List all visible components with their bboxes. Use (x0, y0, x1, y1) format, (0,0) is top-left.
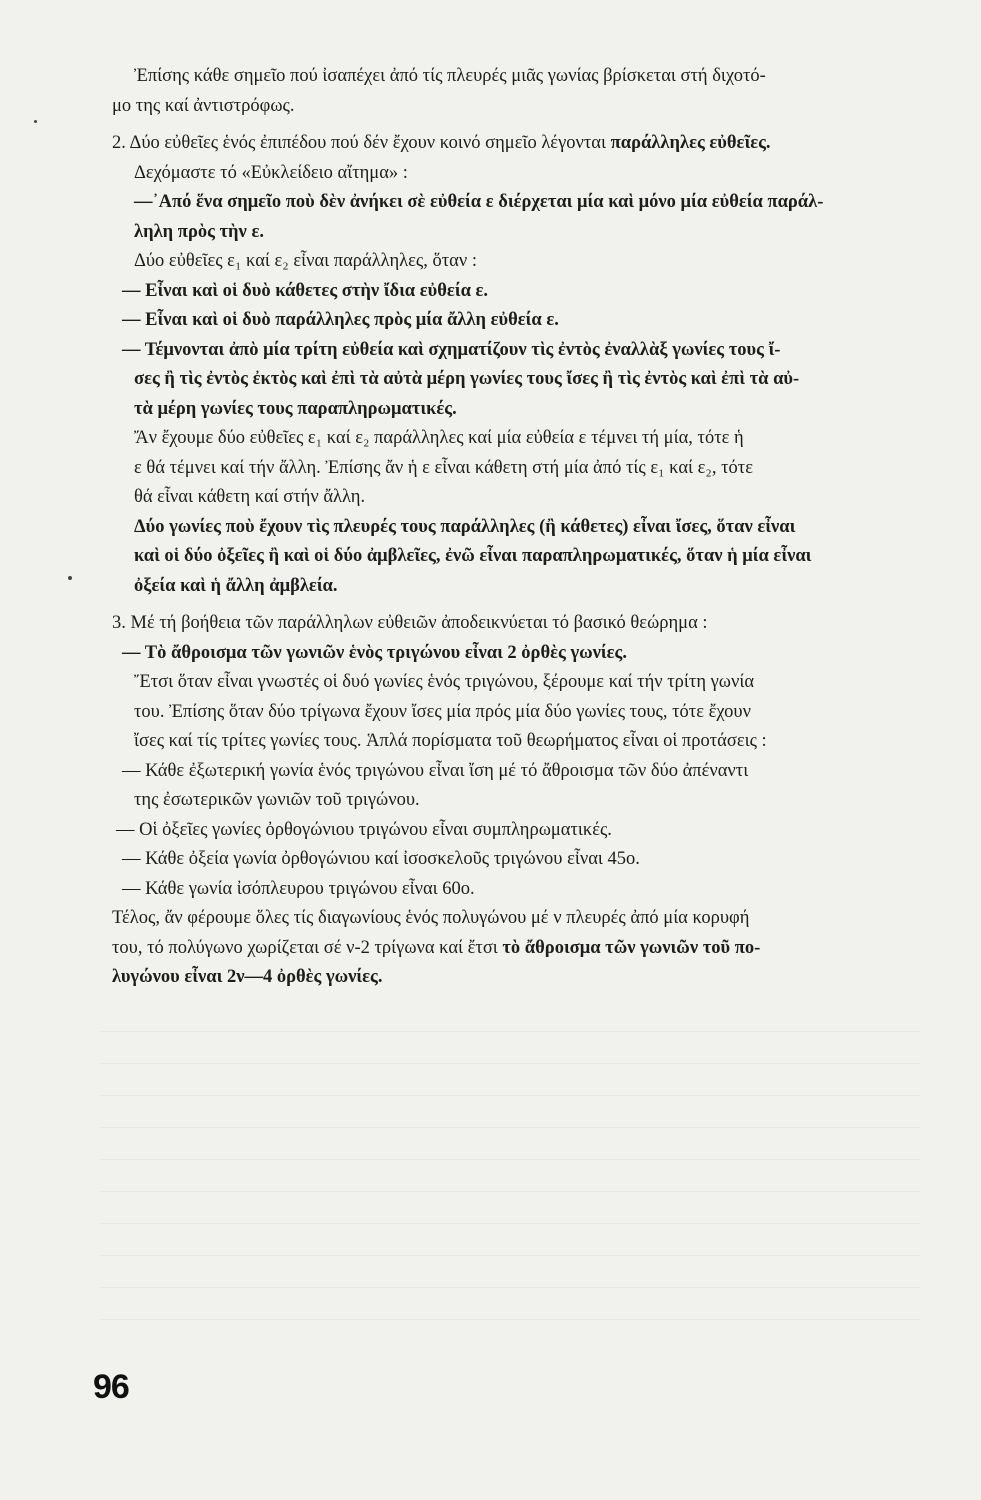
text-line: ἴσες καί τίς τρίτες γωνίες τους. Ἁπλά πορίσματα τοῦ θεωρήματος εἶναι οἱ προτάσεις : (134, 731, 767, 751)
text-line: μο της καί ἀντιστρόφως. (112, 95, 295, 116)
bleed-through-shadow (100, 1000, 920, 1330)
text-line: 2. Δύο εὐθεῖες ἑνός ἐπιπέδου πού δέν ἔχουν κοινό σημεῖο λέγονται παράλληλες εὐθεῖες. (112, 133, 771, 153)
text-line: Ἔτσι ὅταν εἶναι γνωστές οἱ δυό γωνίες ἑνός τριγώνου, ξέρουμε καί τήν τρίτη γωνία (134, 672, 755, 692)
text-line: Δεχόμαστε τό «Εὐκλείδειο αἴτημα» : (134, 162, 408, 183)
text-line: ληλη πρὸς τὴν ε. (134, 221, 264, 242)
text-line: — Κάθε γωνία ἰσόπλευρου τριγώνου εἶναι 60ο. (122, 878, 475, 899)
text-line: σες ἢ τὶς ἐντὸς ἐκτὸς καὶ ἐπὶ τὰ αὐτὰ μέρη γωνίες τους ἴσες ἢ τὶς ἐντὸς καὶ ἐπὶ τὰ αὐ- (134, 369, 800, 389)
page-number: 96 (93, 1368, 129, 1406)
text-line: λυγώνου εἶναι 2ν—4 ὀρθὲς γωνίες. (112, 967, 383, 987)
text-line: του. Ἐπίσης ὅταν δύο τρίγωνα ἔχουν ἴσες μία πρός μία δύο γωνίες τους, τότε ἔχουν (134, 701, 751, 722)
text-line: — Κάθε ὀξεία γωνία ὀρθογώνιου καί ἰσοσκελοῦς τριγώνου εἶναι 45ο. (122, 849, 640, 869)
text-line: Δύο γωνίες ποὺ ἔχουν τὶς πλευρές τους παράλληλες (ἢ κάθετες) εἶναι ἴσες, ὅταν εἶναι (134, 516, 796, 537)
text-line: θά εἶναι κάθετη καί στήν ἄλλη. (134, 487, 366, 507)
text-line: — Τὸ ἄθροισμα τῶν γωνιῶν ἑνὸς τριγώνου εἶναι 2 ὀρθὲς γωνίες. (122, 642, 627, 663)
text-line: Ἐπίσης κάθε σημεῖο πού ἰσαπέχει ἀπό τίς πλευρές μιᾶς γωνίας βρίσκεται στή διχοτό- (134, 66, 766, 86)
text-line: τὰ μέρη γωνίες τους παραπληρωματικές. (134, 398, 457, 419)
text-line: 3. Μέ τή βοήθεια τῶν παράλληλων εὐθειῶν ἀποδεικνύεται τό βασικό θεώρημα : (112, 613, 708, 633)
text-line: Δύο εὐθεῖες ε₁ καί ε₂ εἶναι παράλληλες, ὅταν : (134, 251, 477, 271)
text-line: — Εἶναι καὶ οἱ δυὸ παράλληλες πρὸς μία ἄλλη εὐθεία ε. (122, 310, 559, 330)
margin-speck (34, 120, 37, 123)
text-line: Ἄν ἔχουμε δύο εὐθεῖες ε₁ καί ε₂ παράλληλες καί μία εὐθεία ε τέμνει τή μία, τότε ἡ (134, 428, 744, 448)
text-line: —᾿Από ἕνα σημεῖο ποὺ δὲν ἀνήκει σὲ εὐθεία ε διέρχεται μία καὶ μόνο μία εὐθεία παράλ- (134, 192, 824, 212)
text-line: ε θά τέμνει καί τήν ἄλλη. Ἐπίσης ἄν ἡ ε εἶναι κάθετη στή μία ἀπό τίς ε₁ καί ε₂, τότε (134, 457, 753, 478)
text-line: της ἐσωτερικῶν γωνιῶν τοῦ τριγώνου. (134, 790, 420, 810)
text-line: — Κάθε ἐξωτερική γωνία ἑνός τριγώνου εἶναι ἴση μέ τό ἄθροισμα τῶν δύο ἀπέναντι (122, 760, 749, 781)
page-body-text (112, 62, 942, 993)
text-line: του, τό πολύγωνο χωρίζεται σέ ν-2 τρίγωνα καί ἔτσι τὸ ἄθροισμα τῶν γωνιῶν τοῦ πο- (112, 937, 761, 958)
text-line: ὀξεία καὶ ἡ ἄλλη ἀμβλεία. (134, 575, 338, 596)
text-line: καὶ οἱ δύο ὀξεῖες ἢ καὶ οἱ δύο ἀμβλεῖες, ἐνῶ εἶναι παραπληρωματικές, ὅταν ἡ μία εἶναι (134, 546, 812, 566)
text-line: Τέλος, ἄν φέρουμε ὅλες τίς διαγωνίους ἑνός πολυγώνου μέ ν πλευρές ἀπό μία κορυφή (112, 908, 750, 928)
text-line: — Τέμνονται ἀπὸ μία τρίτη εὐθεία καὶ σχηματίζουν τὶς ἐντὸς ἐναλλὰξ γωνίες τους ἴ- (122, 339, 781, 360)
margin-speck (68, 576, 72, 580)
bold-term: παράλληλες εὐθεῖες. (610, 133, 771, 153)
text-line: — Οἱ ὀξεῖες γωνίες ὀρθογώνιου τριγώνου εἶναι συμπληρωματικές. (116, 819, 612, 840)
text-line: — Εἶναι καὶ οἱ δυὸ κάθετες στὴν ἴδια εὐθεία ε. (122, 280, 489, 301)
bold-term: τὸ ἄθροισμα τῶν γωνιῶν τοῦ πο- (502, 937, 761, 958)
